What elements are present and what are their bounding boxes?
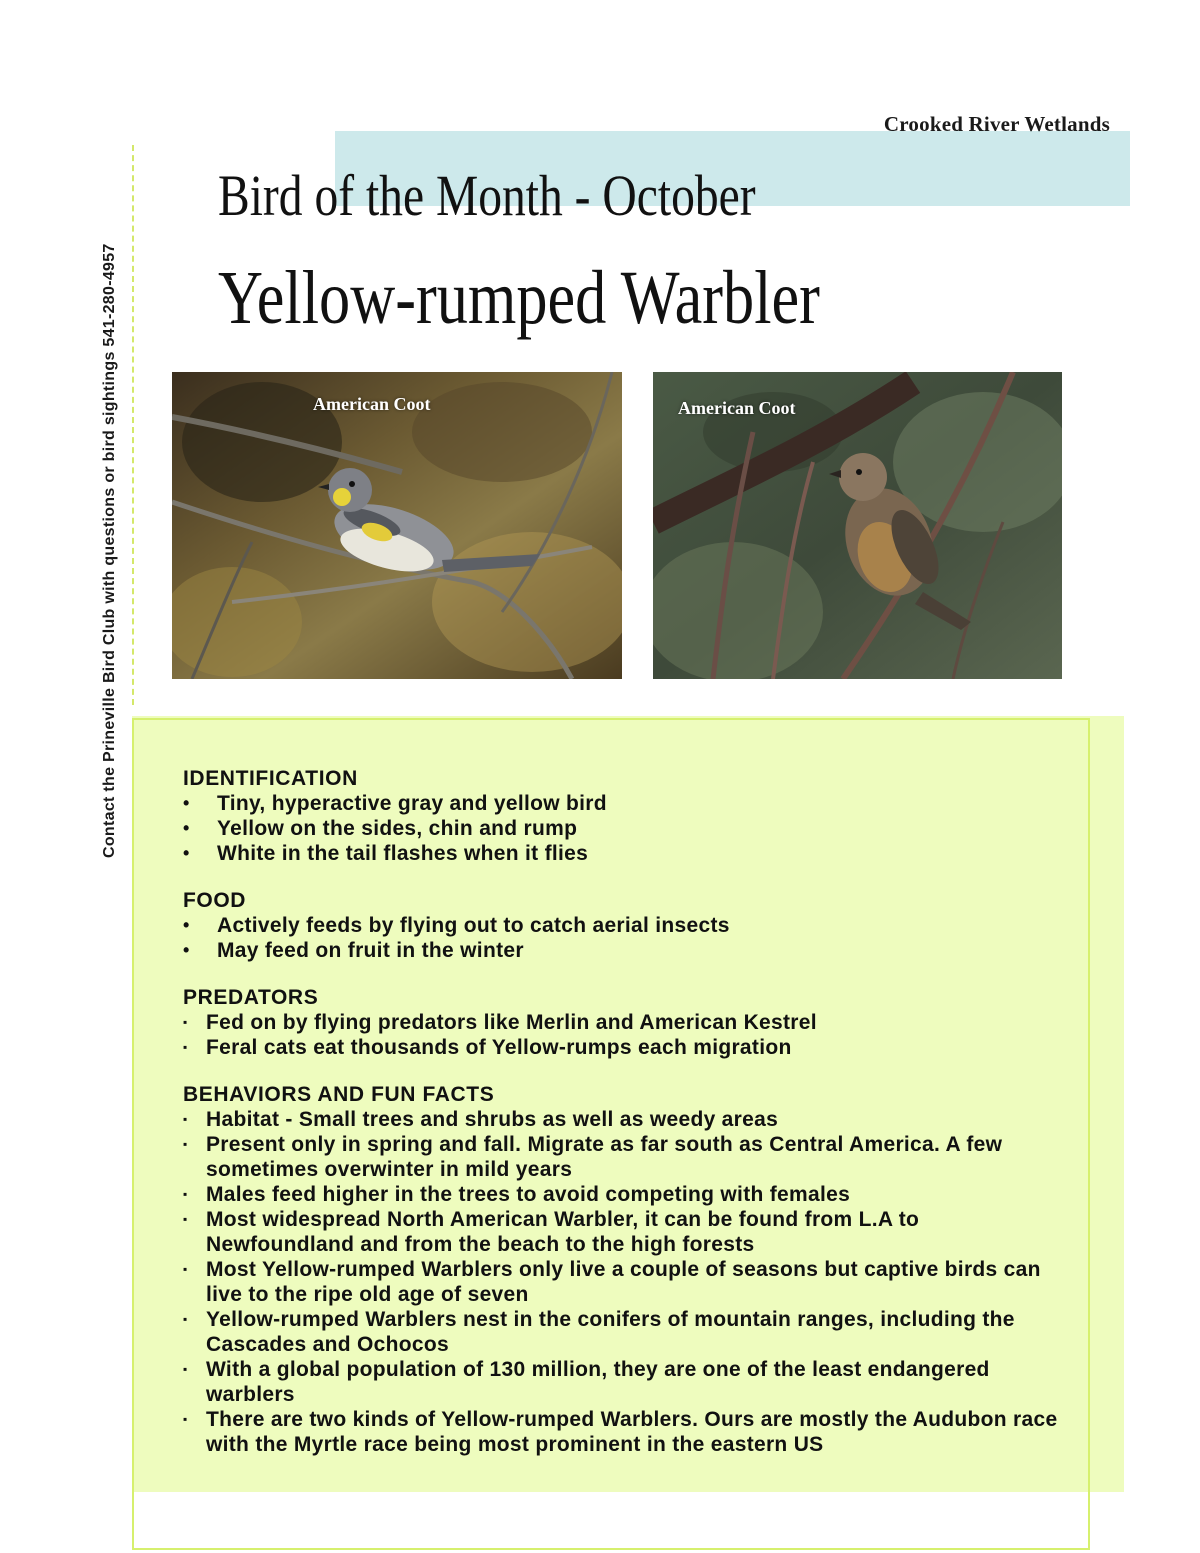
list-item: ▪ Present only in spring and fall. Migrate as far south as Central America. A few sometimes overwinter in mild years [183,1132,1063,1182]
section-title: PREDATORS [183,986,319,1009]
list-item: ▪ Most Yellow-rumped Warblers only live a couple of seasons but captive birds can live to the ripe old age of seven [183,1257,1063,1307]
section-identification [183,766,1063,866]
site-name: Crooked River Wetlands [883,112,1110,136]
list-item: ▪ Fed on by flying predators like Merlin and American Kestrel [183,1010,1063,1035]
section-title: FOOD [183,889,247,912]
list-item: • Tiny, hyperactive gray and yellow bird [183,791,1063,816]
section-predators [183,985,1063,1060]
behaviors-list [183,1107,1063,1457]
list-item: ▪ Males feed higher in the trees to avoid competing with females [183,1182,1063,1207]
list-item: ▪ Yellow-rumped Warblers nest in the conifers of mountain ranges, including the Cascades and Ochocos [183,1307,1063,1357]
photo-caption-2: American Coot [678,398,796,418]
photo-caption-1: American Coot [313,394,431,414]
predators-list [183,1010,1063,1060]
list-item: ▪ With a global population of 130 million, they are one of the least endangered warblers [183,1357,1063,1407]
sidebar-contact-text: Contact the Prineville Bird Club with questions or bird sightings 541-280-4957 [101,243,118,858]
info-content [183,766,1063,1479]
bird-name-title: Yellow-rumped Warbler [218,256,820,340]
list-item: ▪ There are two kinds of Yellow-rumped Warblers. Ours are mostly the Audubon race with the Myrtle race being most prominent in the eastern US [183,1407,1063,1457]
list-item: ▪ Habitat - Small trees and shrubs as well as weedy areas [183,1107,1063,1132]
list-item: • May feed on fruit in the winter [183,938,1063,963]
list-item: • Actively feeds by flying out to catch aerial insects [183,913,1063,938]
section-behaviors [183,1082,1063,1457]
list-item: ▪ Feral cats eat thousands of Yellow-rumps each migration [183,1035,1063,1060]
bird-photo-1 [172,372,622,679]
identification-list [183,791,1063,866]
list-item: ▪ Most widespread North American Warbler, it can be found from L.A to Newfoundland and from the beach to the high forests [183,1207,1063,1257]
list-item: • Yellow on the sides, chin and rump [183,816,1063,841]
section-title: IDENTIFICATION [183,767,358,790]
bird-photo-2 [653,372,1062,679]
section-food [183,888,1063,963]
section-title: BEHAVIORS AND FUN FACTS [183,1083,495,1106]
sidebar-dashed-line [132,145,134,705]
warbler-photo-image [172,372,622,679]
list-item: • White in the tail flashes when it flies [183,841,1063,866]
food-list [183,913,1063,963]
page-title: Bird of the Month - October [218,163,756,228]
